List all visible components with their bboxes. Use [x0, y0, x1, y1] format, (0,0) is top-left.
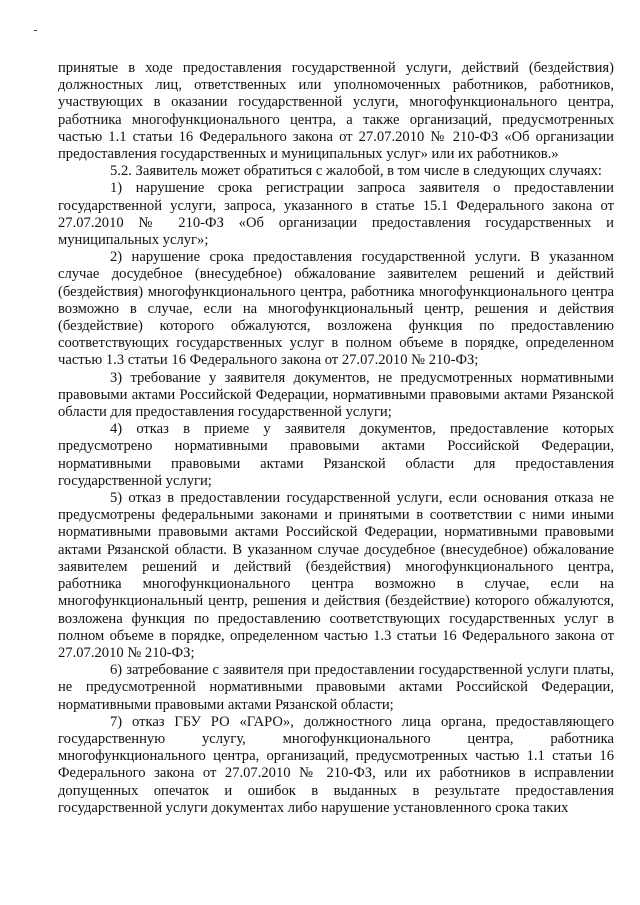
- paragraph-continuation: принятые в ходе предоставления государственной услуги, действий (бездействия) должностных лиц, ответственных или уполномоченных работников, работников, участвующих в оказании государственной услуги, многофункционального центра, работника многофункционального центра, а также организаций, предусмотренных частью 1.1 статьи 16 Федерального закона от 27.07.2010 № 210-ФЗ «Об организации предоставления государственных и муниципальных услуг» или их работников.»: [58, 60, 614, 163]
- list-item-3: 3) требование у заявителя документов, не предусмотренных нормативными правовыми актами Российской Федерации, нормативными правовыми актами Рязанской области для предоставления государственной услуги;: [58, 369, 614, 421]
- list-item-2: 2) нарушение срока предоставления государственной услуги. В указанном случае досудебное (внесудебное) обжалование заявителем решений и действий (бездействия) многофункционального центра, работника многофункционального центра возможно в случае, если на многофункциональный центр, решения и действия (бездействие) которого обжалуются, возложена функция по предоставлению соответствующих государственных услуг в полном объеме в порядке, определенном частью 1.3 статьи 16 Федерального закона от 27.07.2010 № 210-ФЗ;: [58, 249, 614, 369]
- scan-speck: [34, 30, 37, 31]
- document-page: [58, 60, 614, 817]
- paragraph-5-2: 5.2. Заявитель может обратиться с жалобой, в том числе в следующих случаях:: [110, 163, 602, 180]
- list-item-5: 5) отказ в предоставлении государственной услуги, если основания отказа не предусмотрены федеральными законами и принятыми в соответствии с ними иными нормативными правовыми актами Российской Федерации, нормативными правовыми актами Рязанской области. В указанном случае досудебное (внесудебное) обжалование заявителем решений и действий (бездействия) многофункционального центра, работника многофункционального центра возможно в случае, если на многофункциональный центр, решения и действия (бездействие) которого обжалуются, возложена функция по предоставлению соответствующих государственных услуг в полном объеме в порядке, определенном частью 1.3 статьи 16 Федерального закона от 27.07.2010 № 210-ФЗ;: [58, 490, 614, 661]
- list-item-1: 1) нарушение срока регистрации запроса заявителя о предоставлении государственной услуги, запроса, указанного в статье 15.1 Федерального закона от 27.07.2010 № 210-ФЗ «Об организации предоставления государственных и муниципальных услуг»;: [58, 180, 614, 249]
- list-item-7: 7) отказ ГБУ РО «ГАРО», должностного лица органа, предоставляющего государственную услугу, многофункционального центра, работника многофункционального центра, организаций, предусмотренных частью 1.1 статьи 16 Федерального закона от 27.07.2010 № 210-ФЗ, или их работников в исправлении допущенных опечаток и ошибок в выданных в результате предоставления государственной услуги документах либо нарушение установленного срока таких: [58, 713, 614, 816]
- list-item-4: 4) отказ в приеме у заявителя документов, предоставление которых предусмотрено нормативными правовыми актами Российской Федерации, нормативными правовыми актами Рязанской области для предоставления государственной услуги;: [58, 421, 614, 489]
- list-item-6: 6) затребование с заявителя при предоставлении государственной услуги платы, не предусмотренной нормативными правовыми актами Российской Федерации, нормативными правовыми актами Рязанской области;: [58, 662, 614, 713]
